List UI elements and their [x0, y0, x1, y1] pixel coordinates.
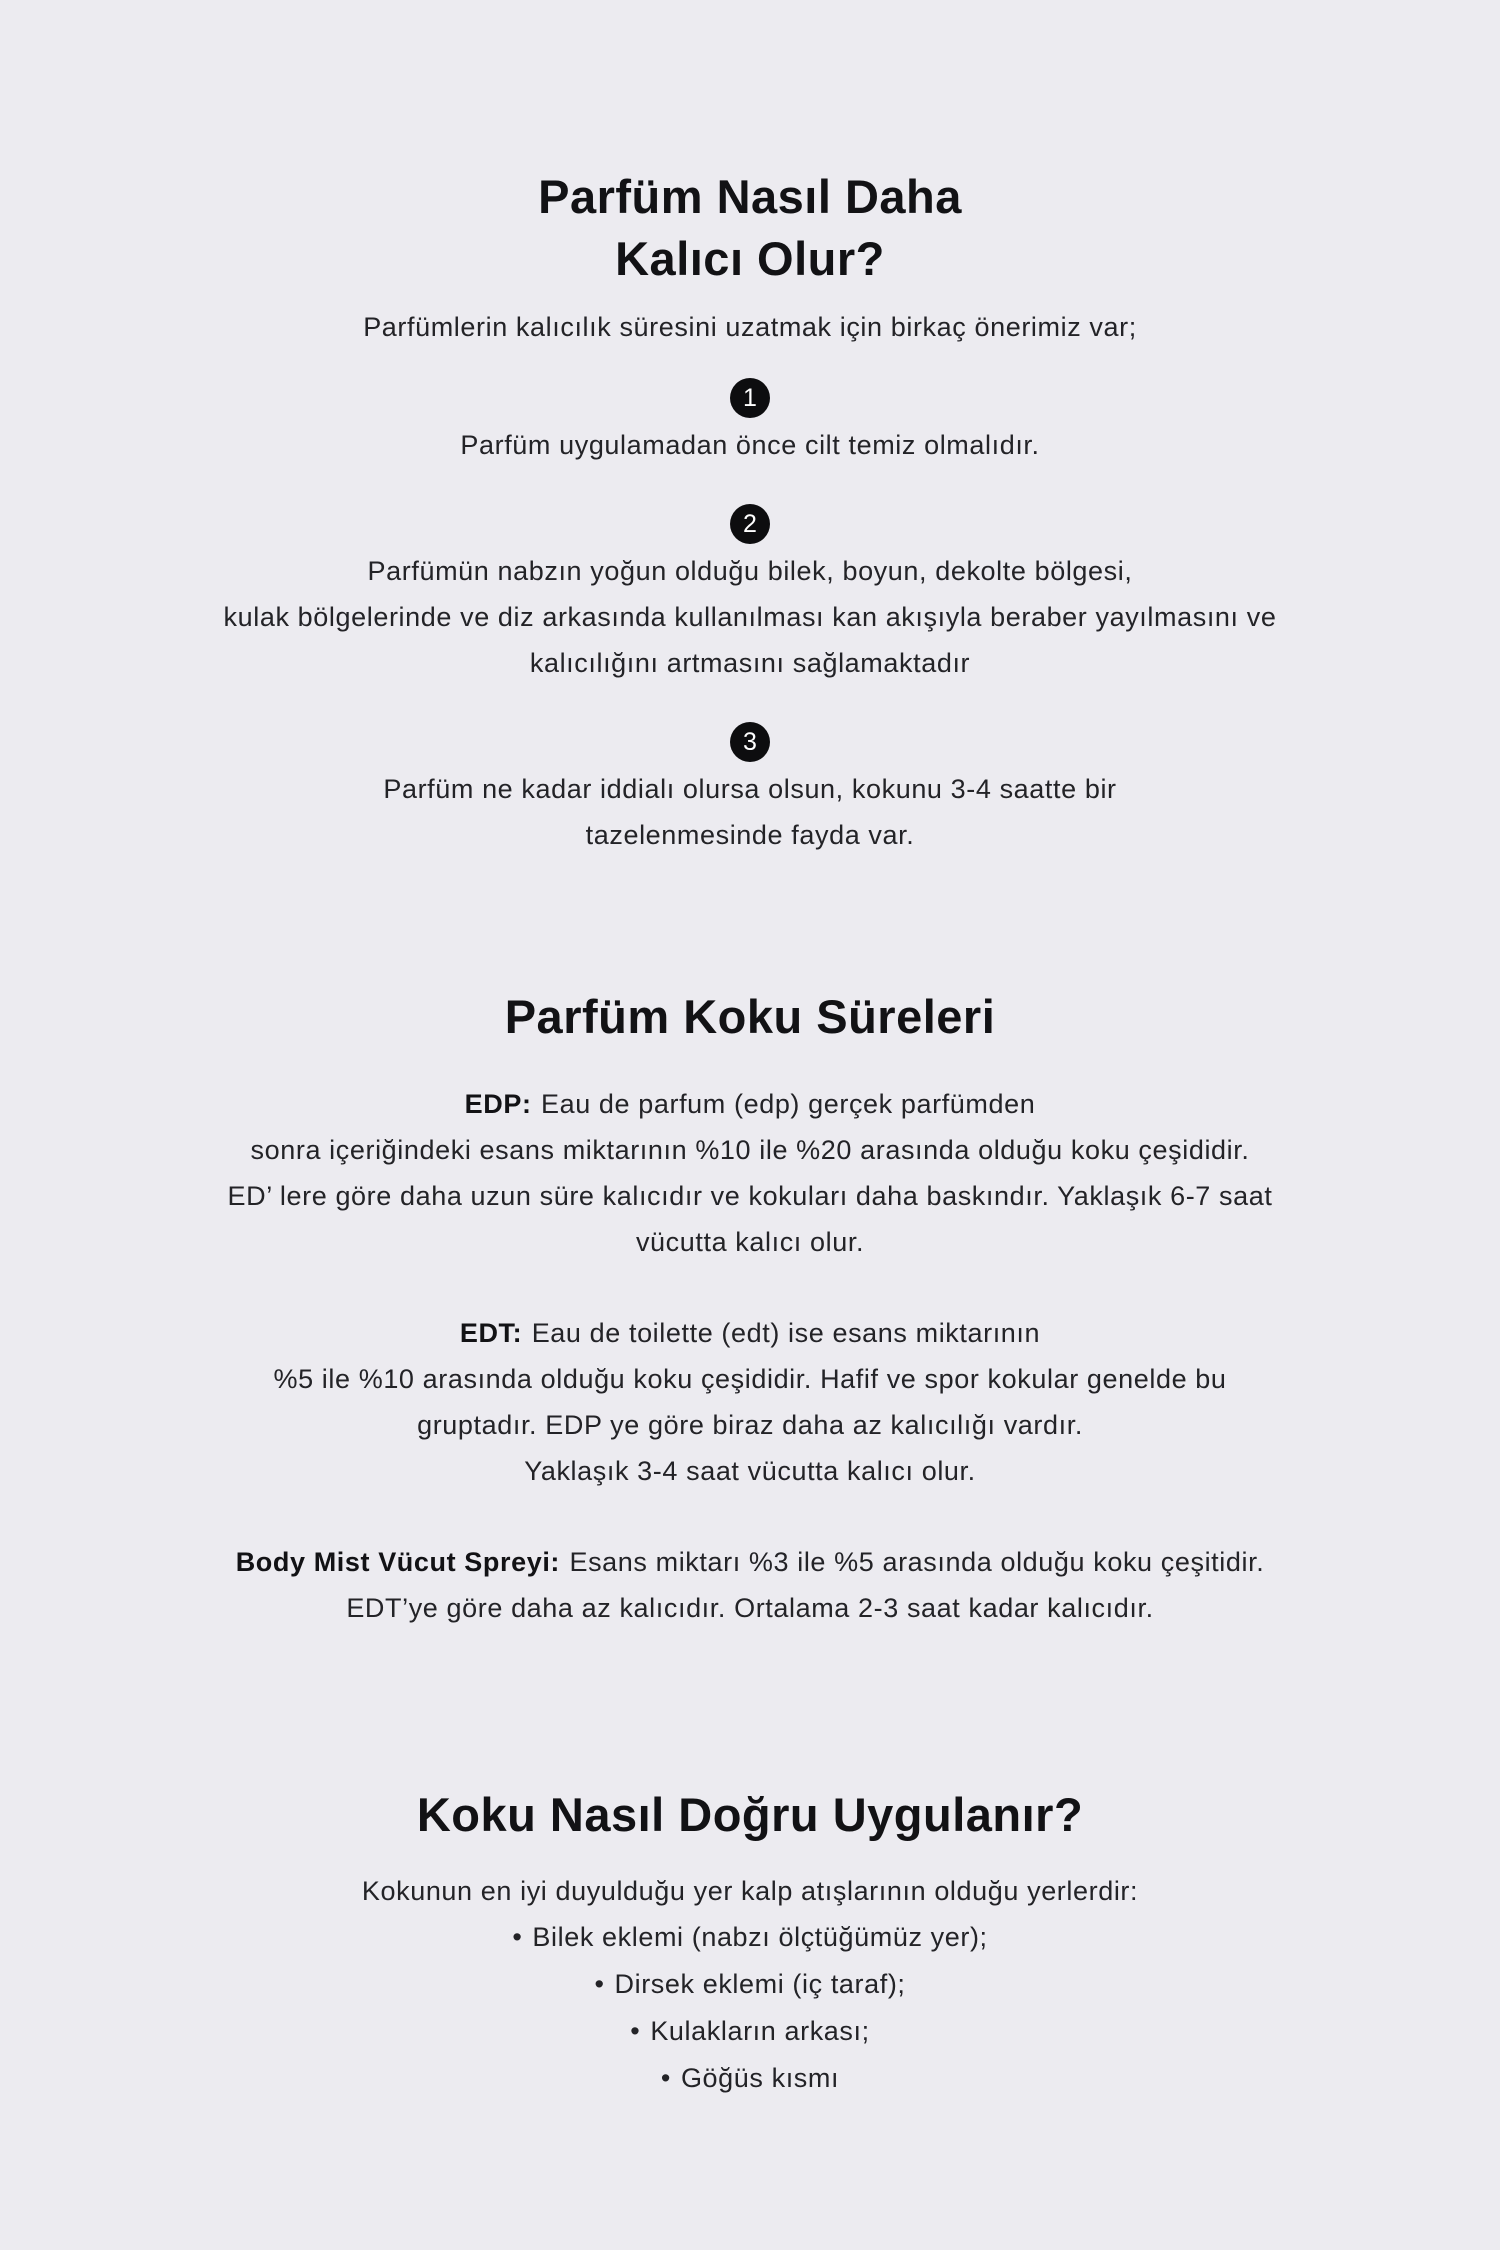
intro-subtitle: Parfümlerin kalıcılık süresini uzatmak için birkaç önerimiz var;: [363, 312, 1137, 342]
list-item-ears: [60, 2008, 1440, 2055]
step-3-text-line-2: tazelenmesinde fayda var.: [585, 820, 915, 850]
edt-label: EDT:: [459, 1318, 523, 1348]
edt-line-3: gruptadır. EDP ye göre biraz daha az kalıcılığı vardır.: [417, 1410, 1083, 1440]
tip-step-3: [60, 722, 1440, 858]
step-2-number: 2: [743, 510, 757, 538]
edt-line-4: Yaklaşık 3-4 saat vücutta kalıcı olur.: [524, 1456, 976, 1486]
page-title-line-1: Parfüm Nasıl Daha: [538, 170, 962, 223]
edt-line-1: [60, 1310, 1440, 1356]
edp-label: EDP:: [464, 1089, 532, 1119]
body-mist-line-2: EDT’ye göre daha az kalıcıdır. Ortalama 2-3 saat kadar kalıcıdır.: [346, 1593, 1154, 1623]
list-item-chest-text: Göğüs kısmı: [680, 2063, 840, 2093]
page-title: [60, 166, 1440, 290]
edp-line-4: vücutta kalıcı olur.: [635, 1227, 865, 1257]
edt-line-2: %5 ile %10 arasında olduğu koku çeşididir. Hafif ve spor kokular genelde bu: [273, 1364, 1227, 1394]
section-scent-durations: [60, 986, 1440, 1631]
edt-paragraph: [60, 1310, 1440, 1494]
edp-line-1-text: Eau de parfum (edp) gerçek parfümden: [540, 1089, 1036, 1119]
section-longevity-tips: [60, 166, 1440, 858]
edp-paragraph: [60, 1081, 1440, 1265]
bullet-icon: •: [594, 1969, 605, 1999]
page-content: [60, 0, 1440, 2102]
step-2-text-line-1: Parfümün nabzın yoğun olduğu bilek, boyun, dekolte bölgesi,: [367, 556, 1133, 586]
edp-line-2: sonra içeriğindeki esans miktarının %10 ile %20 arasında olduğu koku çeşididir.: [250, 1135, 1250, 1165]
durations-title: Parfüm Koku Süreleri: [504, 990, 996, 1043]
step-3-text-line-1: Parfüm ne kadar iddialı olursa olsun, kokunu 3-4 saatte bir: [383, 774, 1117, 804]
edp-line-1: [60, 1081, 1440, 1127]
page-title-line-2: Kalıcı Olur?: [615, 232, 885, 285]
list-item-elbow: [60, 1961, 1440, 2008]
step-2-text-line-2: kulak bölgelerinde ve diz arkasında kullanılması kan akışıyla beraber yayılmasını ve: [223, 602, 1277, 632]
body-mist-label: Body Mist Vücut Spreyi:: [235, 1547, 561, 1577]
step-2-text-line-3: kalıcılığını artmasını sağlamaktadır: [529, 648, 971, 678]
application-title: Koku Nasıl Doğru Uygulanır?: [416, 1788, 1084, 1841]
body-mist-line-1-text: Esans miktarı %3 ile %5 arasında olduğu koku çeşitidir.: [569, 1547, 1265, 1577]
step-1-text: Parfüm uygulamadan önce cilt temiz olmalıdır.: [460, 430, 1040, 460]
step-3-number: 3: [743, 728, 757, 756]
bullet-icon: •: [660, 2063, 671, 2093]
body-mist-paragraph: [60, 1539, 1440, 1631]
list-item-chest: [60, 2055, 1440, 2102]
list-item-elbow-text: Dirsek eklemi (iç taraf);: [614, 1969, 906, 1999]
section-how-to-apply: [60, 1784, 1440, 2102]
edp-line-3: ED’ lere göre daha uzun süre kalıcıdır ve kokuları daha baskındır. Yaklaşık 6-7 saat: [227, 1181, 1273, 1211]
application-intro: Kokunun en iyi duyulduğu yer kalp atışlarının olduğu yerlerdir:: [361, 1876, 1139, 1906]
list-item-wrist: [60, 1914, 1440, 1961]
edt-line-1-text: Eau de toilette (edt) ise esans miktarının: [531, 1318, 1041, 1348]
step-1-number-badge: [730, 378, 770, 418]
tip-step-1: [60, 378, 1440, 468]
step-1-number: 1: [743, 384, 757, 412]
tip-step-2: [60, 504, 1440, 686]
list-item-wrist-text: Bilek eklemi (nabzı ölçtüğümüz yer);: [532, 1922, 988, 1952]
step-3-number-badge: [730, 722, 770, 762]
bullet-icon: •: [630, 2016, 641, 2046]
step-2-number-badge: [730, 504, 770, 544]
body-mist-line-1: [60, 1539, 1440, 1585]
application-spots-list: [60, 1914, 1440, 2102]
bullet-icon: •: [512, 1922, 523, 1952]
list-item-ears-text: Kulakların arkası;: [650, 2016, 870, 2046]
